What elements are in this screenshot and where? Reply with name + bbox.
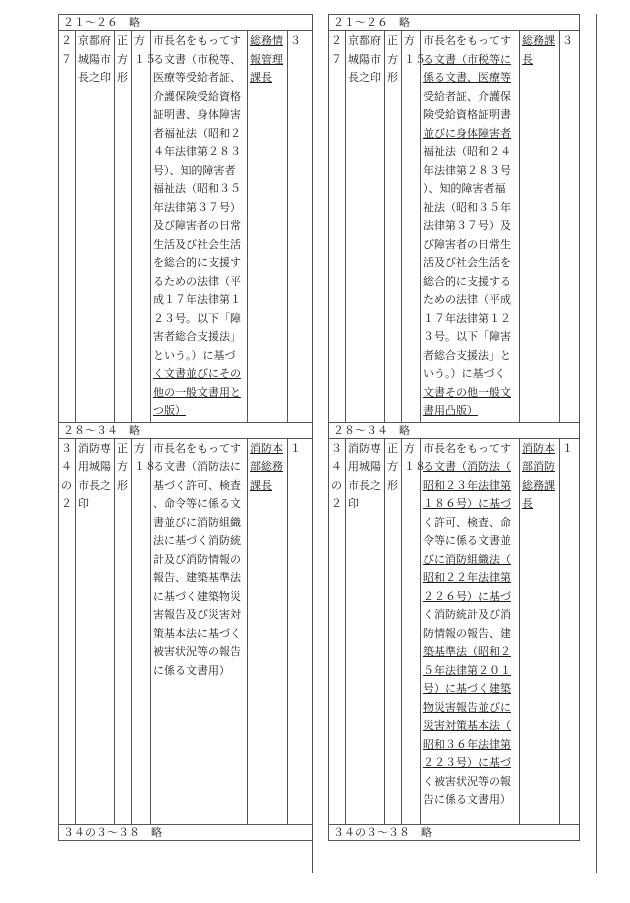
section-header: ２１～２６ 略 [329,15,580,31]
cell-size: 方 １５ [402,31,421,423]
cell-size: 方 １８ [132,438,151,824]
cell-seal-name: 消防専 用城陽 市長之 印 [76,438,115,824]
cell-seal-name: 消防専 用城陽 市長之 印 [346,438,385,824]
section-header: ２１～２６ 略 [59,15,313,31]
cell-number: ２ ７ [59,31,76,423]
cell-seal-name: 京都府 城陽市 長之印 [346,31,385,423]
cell-number: ３ ４ の ２ [329,438,346,824]
cell-shape: 正 方 形 [115,438,132,824]
cell-usage: 市長名をもってす る文書（消防法（ 昭和２３年法律第 １８６号）に基づ く許可、検査、命 令等に係る文書並 びに消防組織法（ 昭和２２年法律第 ２２６号）に基づ く消防統計及び消 防情報の報告、建 築基準法（昭和２ ５年法律第２０１ 号）に基づく建築 物災害報告並びに 災害対策基本法（ 昭和３６年法律第 ２２３号）に基づ く被害状況等の報 告に係る文書用） [421,438,520,824]
cell-usage: 市長名をもってす る文書（市税等、 医療等受給者証、 介護保険受給資格 証明書、身体障害 者福祉法（昭和２ ４年法律第２８３ 号）、知的障害者 福祉法（昭和３５ 年法律第３７号） 及び障害者の日常 生活及び社会生活 を総合的に支援す るための法律（平 成１７年法律第１ ２３号。以下「障 害者総合支援法」 という。）に基づ く文書並びにその 他の一般文書用と つ版） [151,31,248,423]
table-row [329,438,580,824]
cell-department: 総務課 長 [520,31,560,423]
cell-department: 消防本 部消防 総務課 長 [520,438,560,824]
cell-count: ３ [560,31,580,423]
cell-shape: 正 方 形 [115,31,132,423]
section-header: ２８～３４ 略 [329,422,580,438]
cell-count: ３ [288,31,313,423]
section-header: ３４の３～３８ 略 [329,824,580,840]
cell-count: １ [288,438,313,824]
cell-size: 方 １５ [132,31,151,423]
cell-number: ２ ７ [329,31,346,423]
page-margin-line [596,14,597,873]
cell-department: 総務情 報管理 課長 [248,31,288,423]
column-divider [312,14,313,873]
section-header: ２８～３４ 略 [59,422,313,438]
left-table [58,14,313,841]
table-row [329,31,580,423]
cell-seal-name: 京都府 城陽市 長之印 [76,31,115,423]
right-table [328,14,580,841]
cell-shape: 正 方 形 [385,31,402,423]
cell-number: ３ ４ の ２ [59,438,76,824]
cell-shape: 正 方 形 [385,438,402,824]
table-row [59,438,313,824]
cell-department: 消防本 部総務 課長 [248,438,288,824]
cell-count: １ [560,438,580,824]
cell-usage: 市長名をもってす る文書（消防法に 基づく許可、検査 、命令等に係る文 書並びに消防組織 法に基づく消防統 計及び消防情報の 報告、建築基準法 に基づく建築物災 害報告及び災害対 策基本法に基づく 被害状況等の報告 に係る文書用） [151,438,248,824]
cell-size: 方 １８ [402,438,421,824]
table-row [59,31,313,423]
section-header: ３４の３～３８ 略 [59,824,313,840]
cell-usage: 市長名をもってす る文書（市税等に 係る文書、医療等 受給者証、介護保 険受給資格証明書 並びに身体障害者 福祉法（昭和２４ 年法律第２８３号 ）、知的障害者福 祉法（昭和３５年 法律第３７号）及 び障害者の日常生 活及び社会生活を 総合的に支援する ための法律（平成 １７年法律第１２ ３号。以下「障害 者総合支援法」と いう。）に基づく 文書その他一般文 書用凸版） [421,31,520,423]
